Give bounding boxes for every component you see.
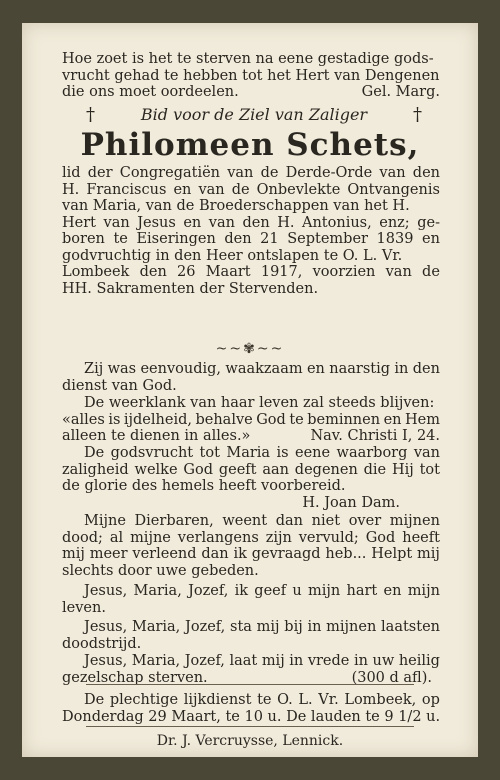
deceased-name: Philomeen Schets, <box>80 127 420 163</box>
indulgence: (300 d afl). <box>351 669 432 686</box>
bio-line: H. Franciscus en van de Onbevlekte Ontvangenis <box>62 181 440 198</box>
paragraph-dear-ones: Mijne Dierbaren, weent dan niet over mijnen dood; al mijne verlangens zijn vervuld; God heeft mij meer verleend dan ik gevraagd heb... Helpt mij slechts door uwe gebeden. <box>62 513 440 579</box>
printer-imprint: Dr. J. Vercruysse, Lennick. <box>156 733 344 749</box>
bio-line: Lombeek den 26 Maart 1917, voorzien van de <box>62 264 440 280</box>
citation: H. Joan Dam. <box>302 494 400 511</box>
prayer-heart: Jesus, Maria, Jozef, ik geef u mijn hart en mijn leven. <box>62 583 440 616</box>
prayer-peace: Jesus, Maria, Jozef, laat mij in vrede in uw heilig gezelschap sterven. (300 d afl). <box>62 653 440 686</box>
funeral-notice: De plechtige lijkdienst te O. L. Vr. Lombeek, op Donderdag 29 Maart, te 10 u. De lauden te 9 1/2 u. <box>62 692 441 725</box>
bio-line: boren te Eiseringen den 21 September 1839 en <box>62 231 440 247</box>
citation: Nav. Christi I, 24. <box>310 428 440 444</box>
biography <box>62 165 440 297</box>
quote-line: Hoe zoet is het te sterven na eene gestadige gods- <box>62 51 434 67</box>
bio-line: HH. Sakramenten der Stervenden. <box>62 280 319 297</box>
divider-rule <box>86 684 414 685</box>
quote-line: vrucht gehad te hebben tot het Hert van Dengenen <box>62 67 440 84</box>
bio-line: lid der Congregatiën van de Derde-Orde van den <box>62 165 440 181</box>
bio-line: van Maria, van de Broederschappen van het H. <box>62 198 410 214</box>
paragraph-vigilant: Zij was eenvoudig, waakzaam en naarstig in den dienst van God. <box>62 361 440 394</box>
cross-icon: † <box>412 104 422 125</box>
cross-icon: † <box>86 104 95 125</box>
bio-line: godvruchtig in den Heer ontslapen te O. L. Vr. <box>62 247 403 264</box>
quote-line: die ons moet oordeelen. Gel. Marg. <box>62 84 440 100</box>
prayer-text: Bid voor de Ziel van Zaliger <box>140 105 368 124</box>
memorial-card <box>22 23 478 757</box>
opening-quote <box>62 51 440 101</box>
prayer-line <box>86 104 422 125</box>
prayer-struggle: Jesus, Maria, Jozef, sta mij bij in mijnen laatsten doodstrijd. <box>62 619 440 652</box>
divider-rule <box>86 726 414 727</box>
quote-attribution: Gel. Marg. <box>361 84 440 100</box>
ornament-divider: ~~✾~~ <box>215 341 285 357</box>
bio-line: Hert van Jesus en van den H. Antonius, enz; ge- <box>62 214 440 231</box>
paragraph-mary: De godsvrucht tot Maria is eene waarborg van zaligheid welke God geeft aan degenen die Hij tot de glorie des hemels heeft voorbereid. H. Joan Dam. <box>62 445 440 511</box>
paragraph-echo: De weerklank van haar leven zal steeds blijven: «alles is ijdelheid, behalve God te beminnen en Hem alleen te dienen in alles.» Nav. Christi I, 24. <box>62 395 440 444</box>
